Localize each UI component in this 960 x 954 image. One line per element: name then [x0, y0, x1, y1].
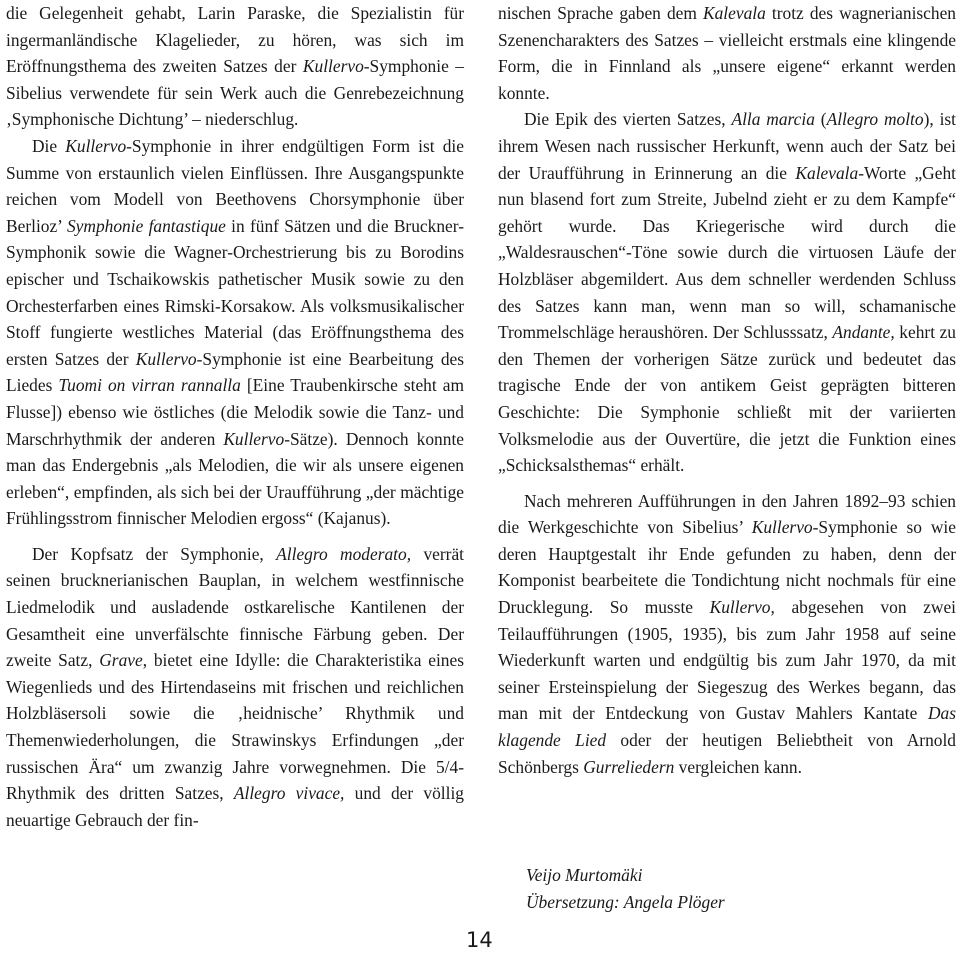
- italic-text: Kalevala: [795, 162, 859, 183]
- author-name: Veijo Murtomäki: [526, 865, 643, 885]
- text-run: Die: [32, 135, 66, 156]
- italic-text: Kullervo: [65, 135, 127, 156]
- text-run: -Symphonie – Sibelius verwendete für sein Werk auch die Genrebezeichnung ‚Symphonische Dichtung’ – niederschlug.: [6, 56, 464, 130]
- text-run: Der Kopfsatz der Symphonie,: [32, 543, 277, 564]
- paragraph: [6, 541, 464, 834]
- text-run: -Worte „Geht nun blasend fort zum Streite, Jubelnd zieht er zu dem Kampfe“ gehört wurde. Das Kriegerische wird durch die „Waldesrauschen“-Töne sowie durch die virtuosen Läufe der Holzbläser abgemildert. Aus dem schneller werdenden Schluss des Satzes kann man, wenn man so will, schamanische Trommelschläge heraushören. Der Schlusssatz,: [498, 162, 956, 343]
- text-run: [Eine Traubenkirsche steht am Flusse]) ebenso wie östliches (die Melodik sowie die Tanz- und Marschrhythmik der anderen: [6, 375, 465, 449]
- text-run: oder der heutigen Beliebtheit von Arnold Schönbergs: [498, 730, 956, 777]
- italic-text: Kalevala: [703, 3, 766, 23]
- text-run: (: [814, 109, 827, 130]
- paragraph: [6, 133, 464, 532]
- text-run: die Gelegenheit gehabt, Larin Paraske, die Spezialistin für ingermanländische Klagelieder, zu hören, was sich im Eröffnungsthema des zweiten Satzes der: [6, 3, 464, 77]
- paragraph: [498, 0, 956, 106]
- text-run: kehrt zu den Themen der vorherigen Sätze zurück und bedeutet das tragische Ende der von antikem Geist geprägten bitteren Geschichte: Die Symphonie schließt mit der variierten Volksmelodie aus der Ouvertüre, die jetzt die Funktion eines „Schicksalsthemas“ erhält.: [498, 322, 956, 476]
- paragraph: [6, 0, 464, 133]
- text-run: trotz des wagnerianischen Szenencharakters des Satzes – vielleicht erstmals eine klingende Form, die in Finnland als „unsere eigene“ erkannt werden konnte.: [498, 3, 956, 103]
- text-run: Nach mehreren Aufführungen in den Jahren 1892–93 schien die Werkgeschichte von Sibelius’: [498, 490, 956, 538]
- text-run: vergleichen kann.: [674, 756, 802, 777]
- right-column: [498, 0, 956, 780]
- italic-text: Kullervo: [751, 517, 813, 538]
- italic-text: Tuomi on virran rannalla: [58, 375, 241, 396]
- italic-text: Das klagende Lied: [498, 703, 956, 751]
- italic-text: Allegro moderato,: [276, 543, 412, 564]
- italic-text: Alla marcia: [731, 109, 815, 130]
- text-run: -Symphonie in ihrer endgültigen Form ist die Summe von erstaunlich vielen Einflüssen. Ihre Ausgangspunkte reichen vom Modell von Beethovens Chorsymphonie über Berlioz’: [6, 135, 464, 236]
- text-run: verrät seinen brucknerianischen Bauplan, in welchem westfinnische Liedmelodik und ausladende ostkarelische Kantilenen der Gesamtheit eine unverfälschte finnische Färbung geben. Der zweite Satz,: [6, 543, 464, 671]
- italic-text: Kullervo,: [709, 597, 775, 618]
- text-run: Die Epik des vierten Satzes,: [524, 109, 732, 130]
- text-run: ), ist ihrem Wesen nach russischer Herkunft, wenn auch der Satz bei der Uraufführung in Erinnerung an die: [498, 109, 957, 183]
- italic-text: Kullervo: [302, 56, 364, 77]
- text-run: abgesehen von zwei Teilaufführungen (1905, 1935), bis zum Jahr 1958 auf seine Wiederkunft warten und endgültig bis zum Jahr 1970, da mit seiner Ersteinspielung der Siegeszug des Werkes begann, das man mit der Entdeckung von Gustav Mahlers Kantate: [498, 597, 956, 724]
- italic-text: Andante,: [832, 322, 895, 343]
- text-run: und der völlig neuartige Gebrauch der fin-: [6, 783, 464, 830]
- left-column: [6, 0, 464, 833]
- text-run: -Sätze). Dennoch konnte man das Endergebnis „als Melodien, die wir als unsere eigenen erleben“, empfinden, als sich bei der Uraufführung „der mächtige Frühlingsstrom finnischer Melodien ergoss“ (Kajanus).: [6, 428, 464, 529]
- paragraph: [498, 488, 956, 781]
- translator-name: Übersetzung: Angela Plöger: [526, 891, 725, 912]
- credits: [526, 862, 725, 915]
- italic-text: Grave: [99, 650, 143, 671]
- text-run: nischen Sprache gaben dem: [498, 3, 703, 23]
- text-run: -Symphonie ist eine Bearbeitung des Liedes: [6, 348, 465, 396]
- italic-text: Allegro molto: [826, 109, 924, 130]
- text-run: -Symphonie so wie deren Hauptgestalt ihr Ende gefunden zu haben, denn der Komponist bearbeitete die Tondichtung nicht nochmals für eine Drucklegung. So musste: [498, 517, 956, 618]
- page-number: 14: [466, 928, 493, 952]
- paragraph: [498, 106, 956, 478]
- italic-text: Kullervo: [223, 428, 285, 449]
- italic-text: Allegro vivace,: [233, 783, 345, 804]
- italic-text: Symphonie fantastique: [66, 215, 226, 236]
- italic-text: Kullervo: [135, 348, 197, 369]
- text-run: , bietet eine Idylle: die Charakteristika eines Wiegenlieds und des Hirtendaseins mit frischen und reichlichen Holzbläsersoli sowie die ‚heidnische’ Rhythmik und Themenwiederholungen, die Strawinskys Erfindungen „der russischen Ära“ um zwanzig Jahre vorwegnehmen. Die 5/4-Rhythmik des dritten Satzes,: [6, 650, 464, 804]
- italic-text: Gurreliedern: [583, 756, 675, 777]
- text-run: in fünf Sätzen und die Bruckner-Symphonik sowie die Wagner-Orchestrierung bis zu Borodins epischer und Tschaikowskis pathetischer Musik sowie zu den Orchesterfarben eines Rimski-Korsakow. Als volksmusikalischer Stoff fungierte westliches Material (das Eröffnungsthema des ersten Satzes der: [6, 215, 464, 369]
